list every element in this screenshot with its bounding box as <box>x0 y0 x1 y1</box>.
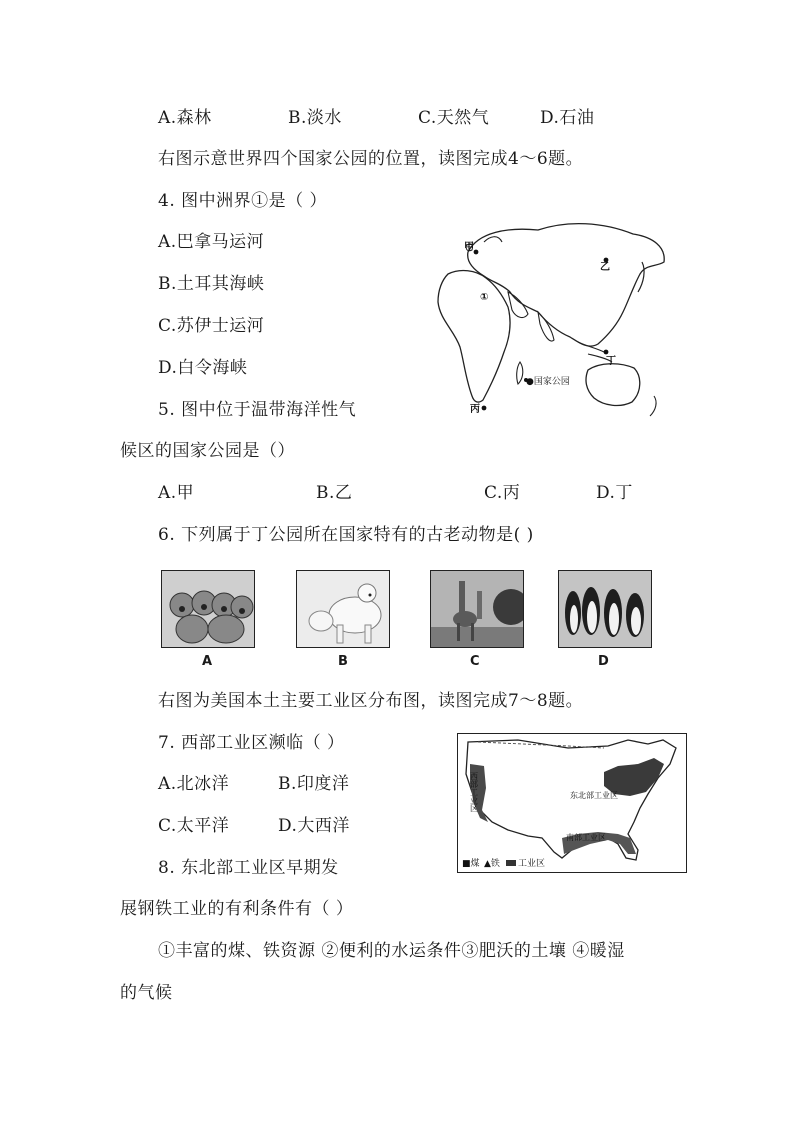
q8-conditions-line1: ①丰富的煤、铁资源 ②便利的水运条件③肥沃的土壤 ④暖湿 <box>158 941 625 961</box>
photo-label-d: D <box>598 654 609 669</box>
q5-stem-line2: 候区的国家公园是（） <box>120 441 295 461</box>
legend-iron: ▲铁 <box>484 859 500 869</box>
q7-option-c: C.太平洋 <box>158 816 230 836</box>
photo-giraffes <box>430 570 524 648</box>
park-label-yi: 乙 <box>600 262 610 273</box>
world-map-drawing <box>428 212 670 420</box>
northeast-region-label: 东北部工业区 <box>570 791 618 800</box>
park-label-bing: 丙 <box>470 404 480 415</box>
south-region-label: 南部工业区 <box>566 833 606 842</box>
q6-stem: 6. 下列属于丁公园所在国家特有的古老动物是( ) <box>158 525 534 545</box>
q5-option-d: D.丁 <box>596 483 633 503</box>
photo-koalas <box>161 570 255 648</box>
photo-label-c: C <box>470 654 480 669</box>
photo-label-a: A <box>202 654 213 669</box>
q7-option-a: A.北冰洋 <box>158 774 230 794</box>
q4-option-d: D.白令海峡 <box>158 358 248 378</box>
q4-option-a: A.巴拿马运河 <box>158 232 265 252</box>
q3-option-b: B.淡水 <box>288 108 342 128</box>
us-industrial-regions-map <box>457 733 687 873</box>
q3-option-d: D.石油 <box>540 108 595 128</box>
park-label-jia: 甲 <box>464 242 474 253</box>
q4-option-b: B.土耳其海峡 <box>158 274 265 294</box>
legend-industry: 工业区 <box>518 859 546 869</box>
q7-stem: 7. 西部工业区濒临（ ） <box>158 733 345 753</box>
q8-stem-line2: 展钢铁工业的有利条件有（ ） <box>120 899 354 919</box>
q3-option-a: A.森林 <box>158 108 212 128</box>
world-national-parks-map <box>428 212 670 420</box>
intro-questions-4-6: 右图示意世界四个国家公园的位置，读图完成4～6题。 <box>158 149 584 169</box>
q4-stem: 4. 图中洲界①是（ ） <box>158 191 328 211</box>
q5-stem-line1: 5. 图中位于温带海洋性气 <box>158 400 357 420</box>
us-map-drawing <box>458 734 685 871</box>
q5-option-a: A.甲 <box>158 483 195 503</box>
photo-penguins <box>558 570 652 648</box>
legend-industry-swatch <box>506 860 516 866</box>
intro-questions-7-8: 右图为美国本土主要工业区分布图，读图完成7～8题。 <box>158 691 584 711</box>
photo-label-b: B <box>338 654 348 669</box>
q3-option-c: C.天然气 <box>418 108 490 128</box>
q8-stem-line1: 8. 东北部工业区早期发 <box>158 858 339 878</box>
q5-option-b: B.乙 <box>316 483 353 503</box>
q4-option-c: C.苏伊士运河 <box>158 316 265 336</box>
park-label-ding: 丁 <box>606 356 616 367</box>
legend-coal: ■煤 <box>462 859 480 869</box>
q8-conditions-line2: 的气候 <box>120 983 173 1003</box>
q7-option-d: D.大西洋 <box>278 816 350 836</box>
west-region-label: 西部工业区 <box>469 772 479 812</box>
q7-option-b: B.印度洋 <box>278 774 350 794</box>
boundary-marker-1: ① <box>480 292 489 303</box>
park-legend: ●国家公园 <box>526 377 570 387</box>
q5-option-c: C.丙 <box>484 483 521 503</box>
photo-polar-bears <box>296 570 390 648</box>
